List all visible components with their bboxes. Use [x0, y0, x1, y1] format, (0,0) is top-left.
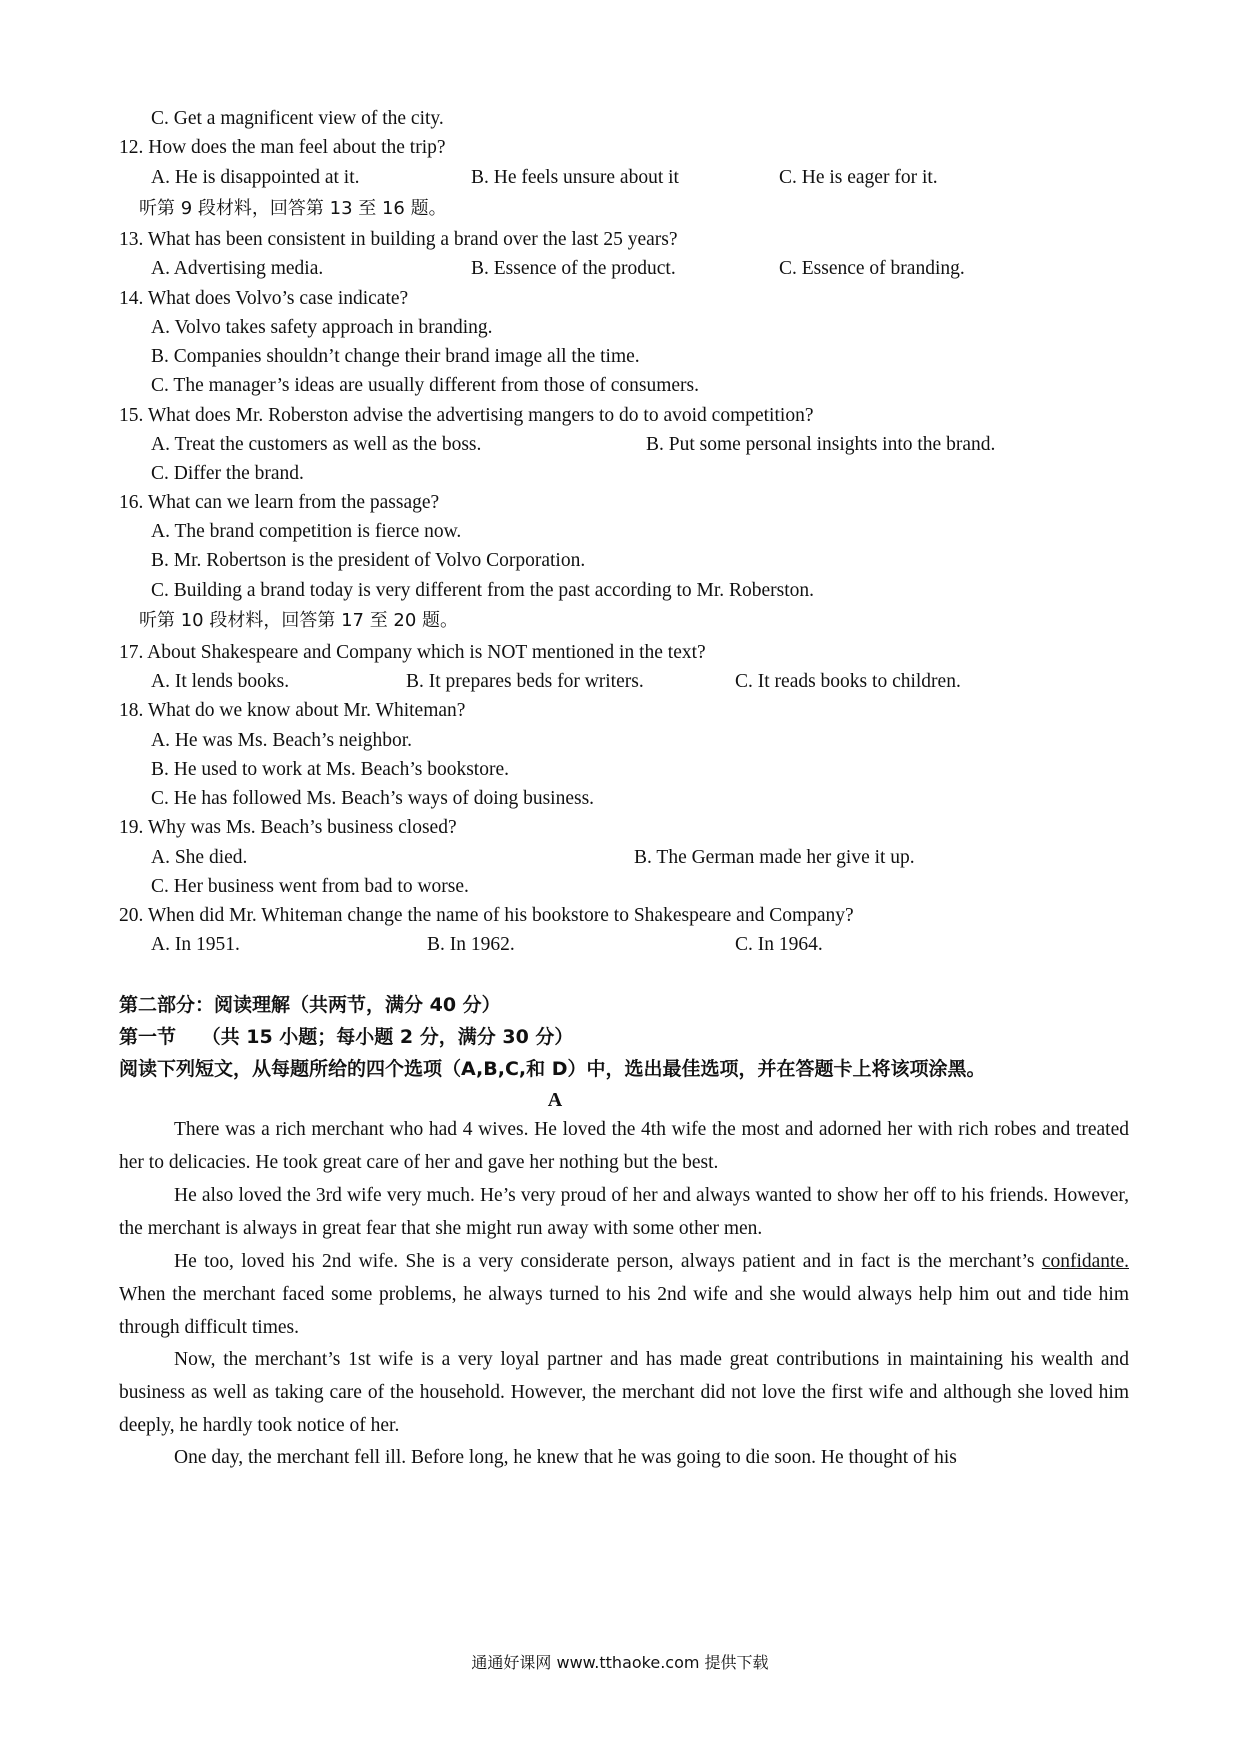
q20-option-a: A. In 1951.: [151, 934, 240, 955]
underlined-word-confidante: confidante.: [1041, 1251, 1129, 1272]
q20-option-b: B. In 1962.: [427, 934, 515, 955]
q18-option-a: A. He was Ms. Beach’s neighbor.: [151, 730, 413, 751]
q12-option-a: A. He is disappointed at it.: [151, 167, 360, 188]
q14-option-b: B. Companies shouldn’t change their brand image all the time.: [151, 346, 640, 367]
q16-option-c: C. Building a brand today is very different from the past according to Mr. Roberston.: [151, 580, 815, 601]
section1-heading: 第一节 （共 15 小题；每小题 2 分，满分 30 分）: [119, 1026, 574, 1048]
q19-option-a: A. She died.: [151, 847, 248, 868]
q17-option-b: B. It prepares beds for writers.: [406, 671, 644, 692]
q13-option-a: A. Advertising media.: [151, 258, 324, 279]
q18-option-b: B. He used to work at Ms. Beach’s bookstore.: [151, 759, 509, 780]
part2-heading: 第二部分：阅读理解（共两节，满分 40 分）: [119, 994, 501, 1016]
q19-stem: 19. Why was Ms. Beach’s business closed?: [119, 817, 457, 838]
passage-paragraph-4: Now, the merchant’s 1st wife is a very loyal partner and has made great contributions in maintaining his wealth and business as well as taking care of the household. However, the merchant did not love the first wife and although she loved him deeply, he hardly took notice of her.: [119, 1349, 1129, 1436]
q17-option-a: A. It lends books.: [151, 671, 290, 692]
q16-stem: 16. What can we learn from the passage?: [119, 492, 440, 513]
q15-option-c: C. Differ the brand.: [151, 463, 304, 484]
q17-option-c: C. It reads books to children.: [735, 671, 961, 692]
instruction-segment-10: 听第 10 段材料，回答第 17 至 20 题。: [139, 610, 459, 631]
q20-option-c: C. In 1964.: [735, 934, 823, 955]
q16-option-b: B. Mr. Robertson is the president of Volvo Corporation.: [151, 550, 586, 571]
q19-option-c: C. Her business went from bad to worse.: [151, 876, 469, 897]
instruction-segment-9: 听第 9 段材料，回答第 13 至 16 题。: [139, 198, 447, 219]
q13-stem: 13. What has been consistent in building a brand over the last 25 years?: [119, 229, 678, 250]
passage-title: A: [547, 1089, 563, 1111]
q15-stem: 15. What does Mr. Roberston advise the advertising mangers to do to avoid competition?: [119, 405, 814, 426]
passage-paragraph-2: He also loved the 3rd wife very much. He’s very proud of her and always wanted to show her off to his friends. However, the merchant is always in great fear that she might run away with some other men.: [119, 1185, 1129, 1239]
q16-option-a: A. The brand competition is fierce now.: [151, 521, 462, 542]
q17-stem: 17. About Shakespeare and Company which is NOT mentioned in the text?: [119, 642, 706, 663]
footer-watermark: 通通好课网 www.tthaoke.com 提供下载: [471, 1653, 769, 1672]
q15-option-a: A. Treat the customers as well as the boss.: [151, 434, 482, 455]
paragraph-3-text-end: When the merchant faced some problems, he always turned to his 2nd wife and she would always help him out and tide him through difficult times.: [119, 1283, 1129, 1338]
passage-paragraph-1: There was a rich merchant who had 4 wives. He loved the 4th wife the most and adorned her with rich robes and treated her to delicacies. He took great care of her and gave her nothing but the best.: [119, 1119, 1129, 1173]
q12-option-c: C. He is eager for it.: [779, 167, 938, 188]
paragraph-3-text-start: He too, loved his 2nd wife. She is a very considerate person, always patient and in fact is the merchant’s: [174, 1251, 1042, 1272]
q13-option-b: B. Essence of the product.: [471, 258, 676, 279]
q11-option-c: C. Get a magnificent view of the city.: [151, 108, 444, 129]
q18-option-c: C. He has followed Ms. Beach’s ways of doing business.: [151, 788, 595, 809]
q15-option-b: B. Put some personal insights into the brand.: [646, 434, 996, 455]
passage-paragraph-5: One day, the merchant fell ill. Before long, he knew that he was going to die soon. He thought of his: [174, 1447, 957, 1468]
q19-option-b: B. The German made her give it up.: [634, 847, 915, 868]
reading-instruction: 阅读下列短文，从每题所给的四个选项（A,B,C,和 D）中，选出最佳选项，并在答题卡上将该项涂黑。: [119, 1058, 986, 1080]
q14-option-c: C. The manager’s ideas are usually different from those of consumers.: [151, 375, 700, 396]
q12-stem: 12. How does the man feel about the trip?: [119, 137, 446, 158]
q14-option-a: A. Volvo takes safety approach in branding.: [151, 317, 493, 338]
q18-stem: 18. What do we know about Mr. Whiteman?: [119, 700, 466, 721]
q12-option-b: B. He feels unsure about it: [471, 167, 679, 188]
passage-paragraph-3: [119, 1246, 1129, 1344]
q20-stem: 20. When did Mr. Whiteman change the name of his bookstore to Shakespeare and Company?: [119, 905, 854, 926]
q14-stem: 14. What does Volvo’s case indicate?: [119, 288, 409, 309]
q13-option-c: C. Essence of branding.: [779, 258, 965, 279]
